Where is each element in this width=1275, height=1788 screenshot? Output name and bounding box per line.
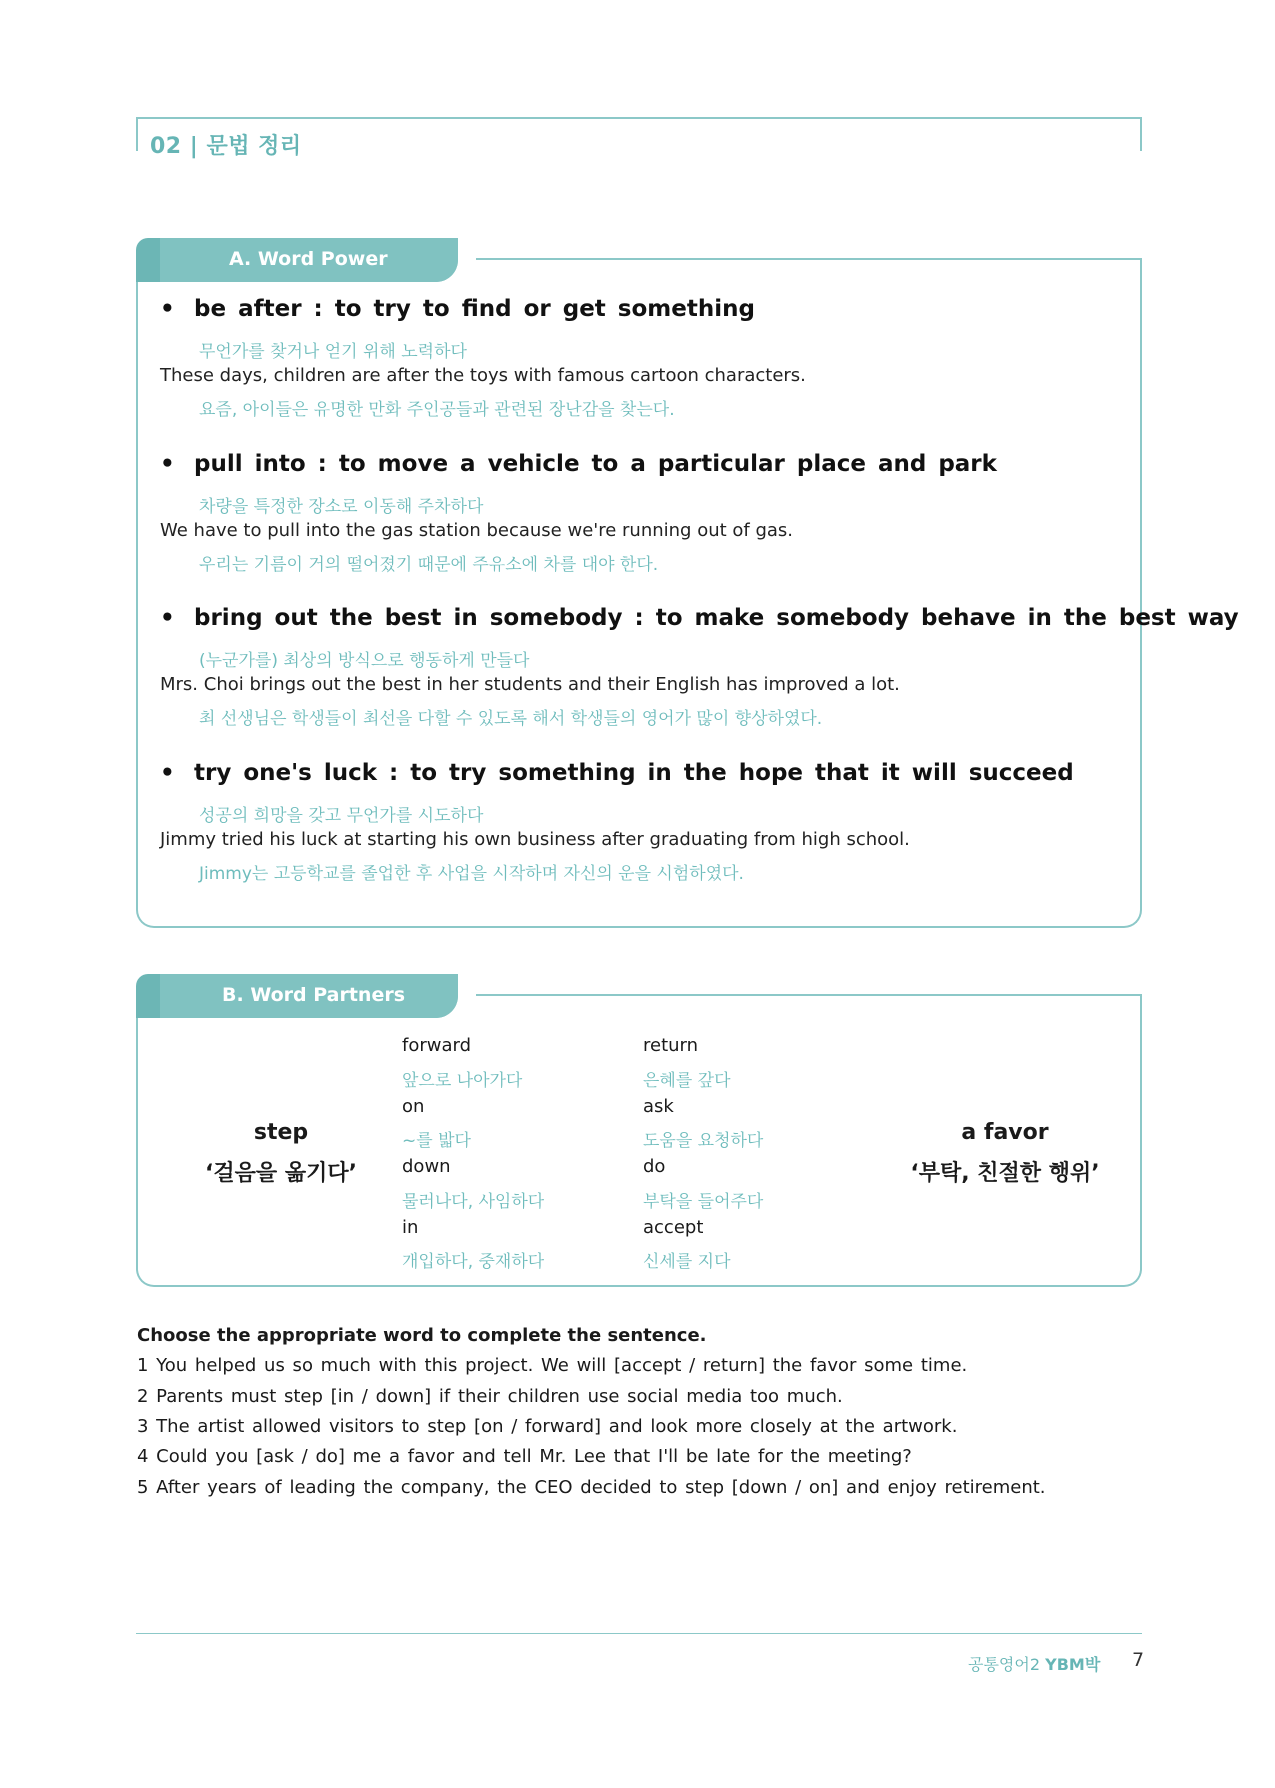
- partner-col1-kr: 개입하다, 중재하다: [402, 1252, 545, 1272]
- page-number: 7: [1132, 1649, 1145, 1671]
- partner-col2-en: ask: [643, 1096, 674, 1117]
- partner-col1-en: down: [402, 1156, 451, 1177]
- partner-col2-kr: 은혜를 갚다: [643, 1071, 731, 1091]
- footer-publisher: YBM박: [1045, 1655, 1101, 1674]
- entry-definition: be after : to try to find or get something: [194, 296, 755, 322]
- exercise-title: Choose the appropriate word to complete the sentence.: [137, 1325, 707, 1346]
- entry-headword: [160, 760, 1074, 786]
- word-power-entry: [160, 296, 755, 322]
- partner-col2-kr: 신세를 지다: [643, 1252, 731, 1272]
- partner-col2-en: return: [643, 1035, 699, 1056]
- partner-left-word: step: [253, 1120, 309, 1145]
- entry-definition-kr: 무언가를 찾거나 얻기 위해 노력하다: [199, 342, 467, 362]
- partner-col2-kr: 도움을 요청하다: [643, 1131, 764, 1151]
- entry-definition: try one's luck : to try something in the hope that it will succeed: [194, 760, 1074, 786]
- exercise-item: 1 You helped us so much with this project. We will [accept / return] the favor some time.: [137, 1355, 968, 1376]
- footer-book: 공통영어2: [968, 1655, 1041, 1674]
- partner-right-meaning: ‘부탁, 친절한 행위’: [910, 1161, 1100, 1186]
- entry-example-kr: Jimmy는 고등학교를 졸업한 후 사업을 시작하며 자신의 운을 시험하였다.: [199, 864, 744, 884]
- entry-example-kr: 최 선생님은 학생들이 최선을 다할 수 있도록 해서 학생들의 영어가 많이 향상하였다.: [199, 709, 823, 729]
- partner-left-meaning: ‘걸음을 옮기다’: [205, 1161, 357, 1186]
- word-power-entry: [160, 760, 1074, 786]
- word-partners-topline: [476, 994, 1142, 996]
- bullet-icon: •: [160, 760, 175, 786]
- entry-example: Jimmy tried his luck at starting his own business after graduating from high school.: [160, 829, 910, 850]
- entry-definition-kr: 성공의 희망을 갖고 무언가를 시도하다: [199, 806, 484, 826]
- entry-definition: bring out the best in somebody : to make somebody behave in the best way: [194, 605, 1239, 631]
- partner-col2-en: do: [643, 1156, 666, 1177]
- partner-right-word: a favor: [961, 1120, 1049, 1145]
- word-power-topline: [476, 258, 1142, 260]
- footer-divider: [136, 1633, 1142, 1634]
- entry-example-kr: 우리는 기름이 거의 떨어졌기 때문에 주유소에 차를 대야 한다.: [199, 555, 659, 575]
- partner-col1-en: forward: [402, 1035, 472, 1056]
- exercise-item: 3 The artist allowed visitors to step [on / forward] and look more closely at the artwork.: [137, 1416, 958, 1437]
- entry-headword: [160, 605, 1239, 631]
- entry-definition: pull into : to move a vehicle to a particular place and park: [194, 451, 997, 477]
- exercise-item: 5 After years of leading the company, the CEO decided to step [down / on] and enjoy retirement.: [137, 1477, 1046, 1498]
- entry-headword: [160, 296, 755, 322]
- exercise-item: 4 Could you [ask / do] me a favor and tell Mr. Lee that I'll be late for the meeting?: [137, 1446, 912, 1467]
- bullet-icon: •: [160, 605, 175, 631]
- partner-col2-kr: 부탁을 들어주다: [643, 1192, 764, 1212]
- word-partners-tab-label: B. Word Partners: [222, 984, 406, 1006]
- entry-definition-kr: 차량을 특정한 장소로 이동해 주차하다: [199, 497, 484, 517]
- partner-col1-en: in: [402, 1217, 419, 1238]
- word-power-tab-label: A. Word Power: [229, 248, 388, 270]
- entry-example-kr: 요즘, 아이들은 유명한 만화 주인공들과 관련된 장난감을 찾는다.: [199, 400, 675, 420]
- entry-example: We have to pull into the gas station because we're running out of gas.: [160, 520, 794, 541]
- bullet-icon: •: [160, 296, 175, 322]
- partner-col1-kr: ~를 밟다: [402, 1131, 471, 1151]
- partner-col1-kr: 앞으로 나아가다: [402, 1071, 523, 1091]
- partner-col2-en: accept: [643, 1217, 704, 1238]
- entry-headword: [160, 451, 997, 477]
- partner-col1-kr: 물러나다, 사임하다: [402, 1192, 545, 1212]
- entry-definition-kr: (누군가를) 최상의 방식으로 행동하게 만들다: [199, 651, 530, 671]
- word-power-entry: [160, 451, 997, 477]
- bullet-icon: •: [160, 451, 175, 477]
- word-power-entry: [160, 605, 1239, 631]
- entry-example: Mrs. Choi brings out the best in her students and their English has improved a lot.: [160, 674, 900, 695]
- entry-example: These days, children are after the toys with famous cartoon characters.: [160, 365, 806, 386]
- exercise-item: 2 Parents must step [in / down] if their children use social media too much.: [137, 1386, 843, 1407]
- footer-book-info: [968, 1652, 1100, 1675]
- page-title: 02 | 문법 정리: [150, 134, 302, 159]
- partner-col1-en: on: [402, 1096, 425, 1117]
